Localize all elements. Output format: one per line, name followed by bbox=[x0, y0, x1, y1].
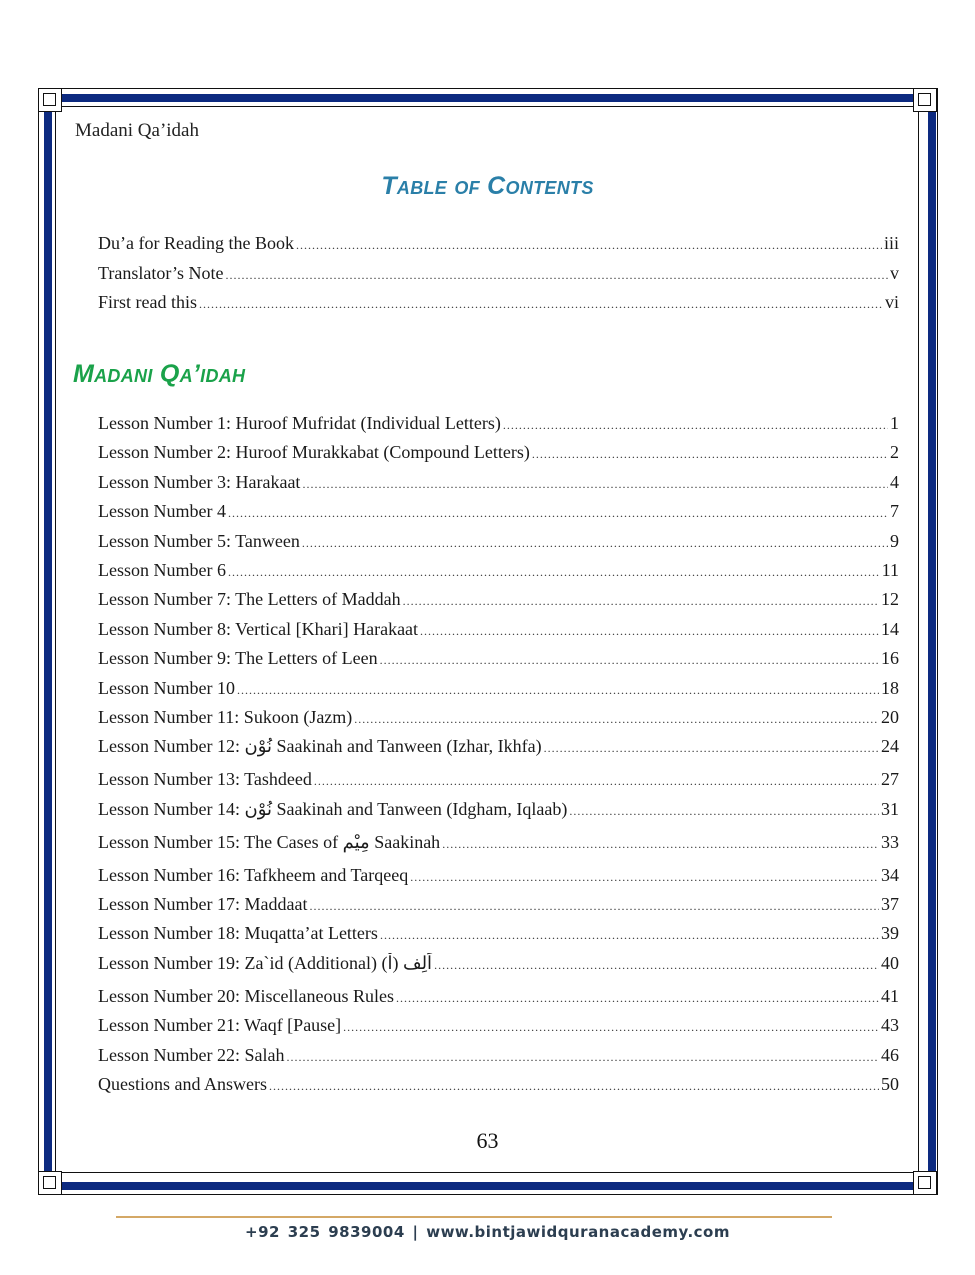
toc-entry[interactable] bbox=[98, 894, 899, 923]
toc-entry-page: 7 bbox=[890, 501, 899, 522]
dot-leader bbox=[269, 1079, 879, 1094]
toc-entry-page: vi bbox=[884, 292, 899, 312]
toc-heading: Table of Contents bbox=[381, 172, 594, 200]
toc-entry-label: Lesson Number 8: Vertical [Khari] Harakaat bbox=[98, 618, 419, 639]
toc-entry-page: 37 bbox=[881, 894, 899, 915]
toc-entry-page: 41 bbox=[881, 985, 899, 1006]
dot-leader bbox=[569, 804, 879, 819]
toc-entry-page: 9 bbox=[890, 530, 899, 551]
dot-leader bbox=[410, 870, 879, 885]
dot-leader bbox=[343, 1020, 879, 1035]
corner-ornament-bottom-right bbox=[913, 1171, 937, 1195]
dot-leader bbox=[354, 712, 879, 727]
toc-entry-label: Lesson Number 3: Harakaat bbox=[98, 471, 301, 492]
footer-rule bbox=[116, 1216, 832, 1218]
dot-leader bbox=[403, 594, 879, 609]
dot-leader bbox=[228, 565, 880, 580]
toc-entry-label: Du’a for Reading the Book bbox=[98, 233, 294, 253]
toc-entry-page: 4 bbox=[890, 471, 899, 492]
lesson-list bbox=[98, 413, 899, 1103]
toc-entry[interactable] bbox=[98, 769, 899, 798]
toc-entry-page: 14 bbox=[881, 618, 899, 639]
corner-ornament-top-left bbox=[38, 88, 62, 112]
toc-entry-label: Lesson Number 11: Sukoon (Jazm) bbox=[98, 706, 353, 727]
toc-entry-page: 46 bbox=[881, 1044, 899, 1065]
toc-entry-label: Lesson Number 15: The Cases of مِيْم Saakinah bbox=[98, 831, 441, 852]
dot-leader bbox=[442, 837, 879, 852]
toc-entry[interactable] bbox=[98, 953, 899, 986]
dot-leader bbox=[286, 1050, 879, 1065]
dot-leader bbox=[503, 418, 888, 433]
toc-entry-page: 11 bbox=[881, 559, 899, 580]
toc-entry[interactable] bbox=[98, 1074, 899, 1103]
dot-leader bbox=[544, 741, 879, 756]
toc-entry[interactable] bbox=[98, 736, 899, 769]
toc-entry-label: Lesson Number 21: Waqf [Pause] bbox=[98, 1015, 342, 1036]
toc-entry-page: 50 bbox=[881, 1074, 899, 1095]
toc-entry[interactable] bbox=[98, 442, 899, 471]
toc-entry-label: Lesson Number 22: Salah bbox=[98, 1044, 285, 1065]
toc-entry[interactable] bbox=[98, 531, 899, 560]
toc-entry-page: 39 bbox=[881, 923, 899, 944]
toc-entry-page: 16 bbox=[881, 648, 899, 669]
toc-entry[interactable] bbox=[98, 832, 899, 865]
dot-leader bbox=[302, 536, 888, 551]
toc-entry-label: Lesson Number 20: Miscellaneous Rules bbox=[98, 985, 394, 1006]
toc-entry-label: Questions and Answers bbox=[98, 1074, 267, 1095]
toc-entry[interactable] bbox=[98, 1045, 899, 1074]
toc-entry-label: Lesson Number 12: نُوْن Saakinah and Tanween (Izhar, Ikhfa) bbox=[98, 736, 542, 757]
dot-leader bbox=[228, 506, 888, 521]
front-matter-list bbox=[98, 233, 899, 322]
dot-leader bbox=[434, 958, 879, 973]
toc-entry-label: Lesson Number 1: Huroof Mufridat (Individual Letters) bbox=[98, 413, 501, 433]
toc-entry[interactable] bbox=[98, 619, 899, 648]
toc-entry-page: 18 bbox=[881, 677, 899, 698]
dot-leader bbox=[532, 447, 888, 462]
toc-entry-label: Lesson Number 6 bbox=[98, 559, 226, 580]
toc-entry-page: 2 bbox=[890, 442, 899, 463]
toc-entry[interactable] bbox=[98, 501, 899, 530]
toc-entry[interactable] bbox=[98, 865, 899, 894]
toc-entry-label: Lesson Number 7: The Letters of Maddah bbox=[98, 589, 401, 610]
toc-entry-label: Lesson Number 9: The Letters of Leen bbox=[98, 648, 378, 669]
toc-entry-page: 33 bbox=[881, 831, 899, 852]
toc-entry[interactable] bbox=[98, 799, 899, 832]
toc-entry-label: Lesson Number 19: Za`id (Additional) اَلِف (اْ) bbox=[98, 952, 433, 973]
footer-contact: +92 325 9839004 | www.bintjawidquranacademy.com bbox=[245, 1223, 730, 1241]
corner-ornament-top-right bbox=[913, 88, 937, 112]
toc-entry-label: Lesson Number 14: نُوْن Saakinah and Tanween (Idgham, Iqlaab) bbox=[98, 798, 568, 819]
page-number: 63 bbox=[476, 1128, 499, 1153]
dot-leader bbox=[199, 297, 883, 312]
toc-entry-label: Translator’s Note bbox=[98, 262, 224, 283]
dot-leader bbox=[380, 928, 879, 943]
toc-entry-page: iii bbox=[883, 233, 899, 253]
dot-leader bbox=[380, 653, 879, 668]
dot-leader bbox=[237, 683, 879, 698]
toc-entry[interactable] bbox=[98, 263, 899, 293]
toc-entry[interactable] bbox=[98, 923, 899, 952]
corner-ornament-bottom-left bbox=[38, 1171, 62, 1195]
toc-entry[interactable] bbox=[98, 1015, 899, 1044]
toc-entry-label: Lesson Number 5: Tanween bbox=[98, 530, 300, 551]
toc-entry-page: 27 bbox=[881, 769, 899, 790]
toc-entry[interactable] bbox=[98, 707, 899, 736]
toc-entry-label: Lesson Number 13: Tashdeed bbox=[98, 769, 312, 790]
dot-leader bbox=[396, 991, 879, 1006]
toc-entry-page: 40 bbox=[881, 952, 899, 973]
toc-entry[interactable] bbox=[98, 986, 899, 1015]
dot-leader bbox=[314, 774, 879, 789]
toc-entry-page: 20 bbox=[881, 706, 899, 727]
toc-entry[interactable] bbox=[98, 413, 899, 442]
toc-entry[interactable] bbox=[98, 648, 899, 677]
dot-leader bbox=[420, 624, 879, 639]
toc-entry[interactable] bbox=[98, 560, 899, 589]
toc-entry-page: 43 bbox=[881, 1015, 899, 1036]
toc-entry-page: 1 bbox=[890, 413, 899, 433]
toc-entry-label: First read this bbox=[98, 292, 197, 312]
toc-entry[interactable] bbox=[98, 233, 899, 263]
toc-entry-label: Lesson Number 4 bbox=[98, 501, 226, 522]
toc-entry[interactable] bbox=[98, 678, 899, 707]
toc-entry-page: 24 bbox=[881, 736, 899, 757]
toc-entry[interactable] bbox=[98, 472, 899, 501]
dot-leader bbox=[296, 238, 882, 253]
dot-leader bbox=[309, 899, 879, 914]
dot-leader bbox=[302, 477, 888, 492]
dot-leader bbox=[226, 268, 889, 283]
toc-entry-page: 34 bbox=[881, 864, 899, 885]
toc-entry-label: Lesson Number 10 bbox=[98, 677, 235, 698]
toc-entry-label: Lesson Number 2: Huroof Murakkabat (Compound Letters) bbox=[98, 442, 530, 463]
toc-entry-label: Lesson Number 18: Muqatta’at Letters bbox=[98, 923, 378, 944]
toc-entry-label: Lesson Number 17: Maddaat bbox=[98, 894, 308, 915]
toc-entry[interactable] bbox=[98, 292, 899, 322]
running-header: Madani Qa’idah bbox=[75, 120, 199, 141]
toc-entry-page: 12 bbox=[881, 589, 899, 610]
toc-entry[interactable] bbox=[98, 589, 899, 618]
section-heading: Madani Qa’idah bbox=[73, 360, 246, 388]
toc-entry-label: Lesson Number 16: Tafkheem and Tarqeeq bbox=[98, 864, 409, 885]
toc-entry-page: 31 bbox=[881, 798, 899, 819]
toc-entry-page: v bbox=[890, 262, 899, 283]
